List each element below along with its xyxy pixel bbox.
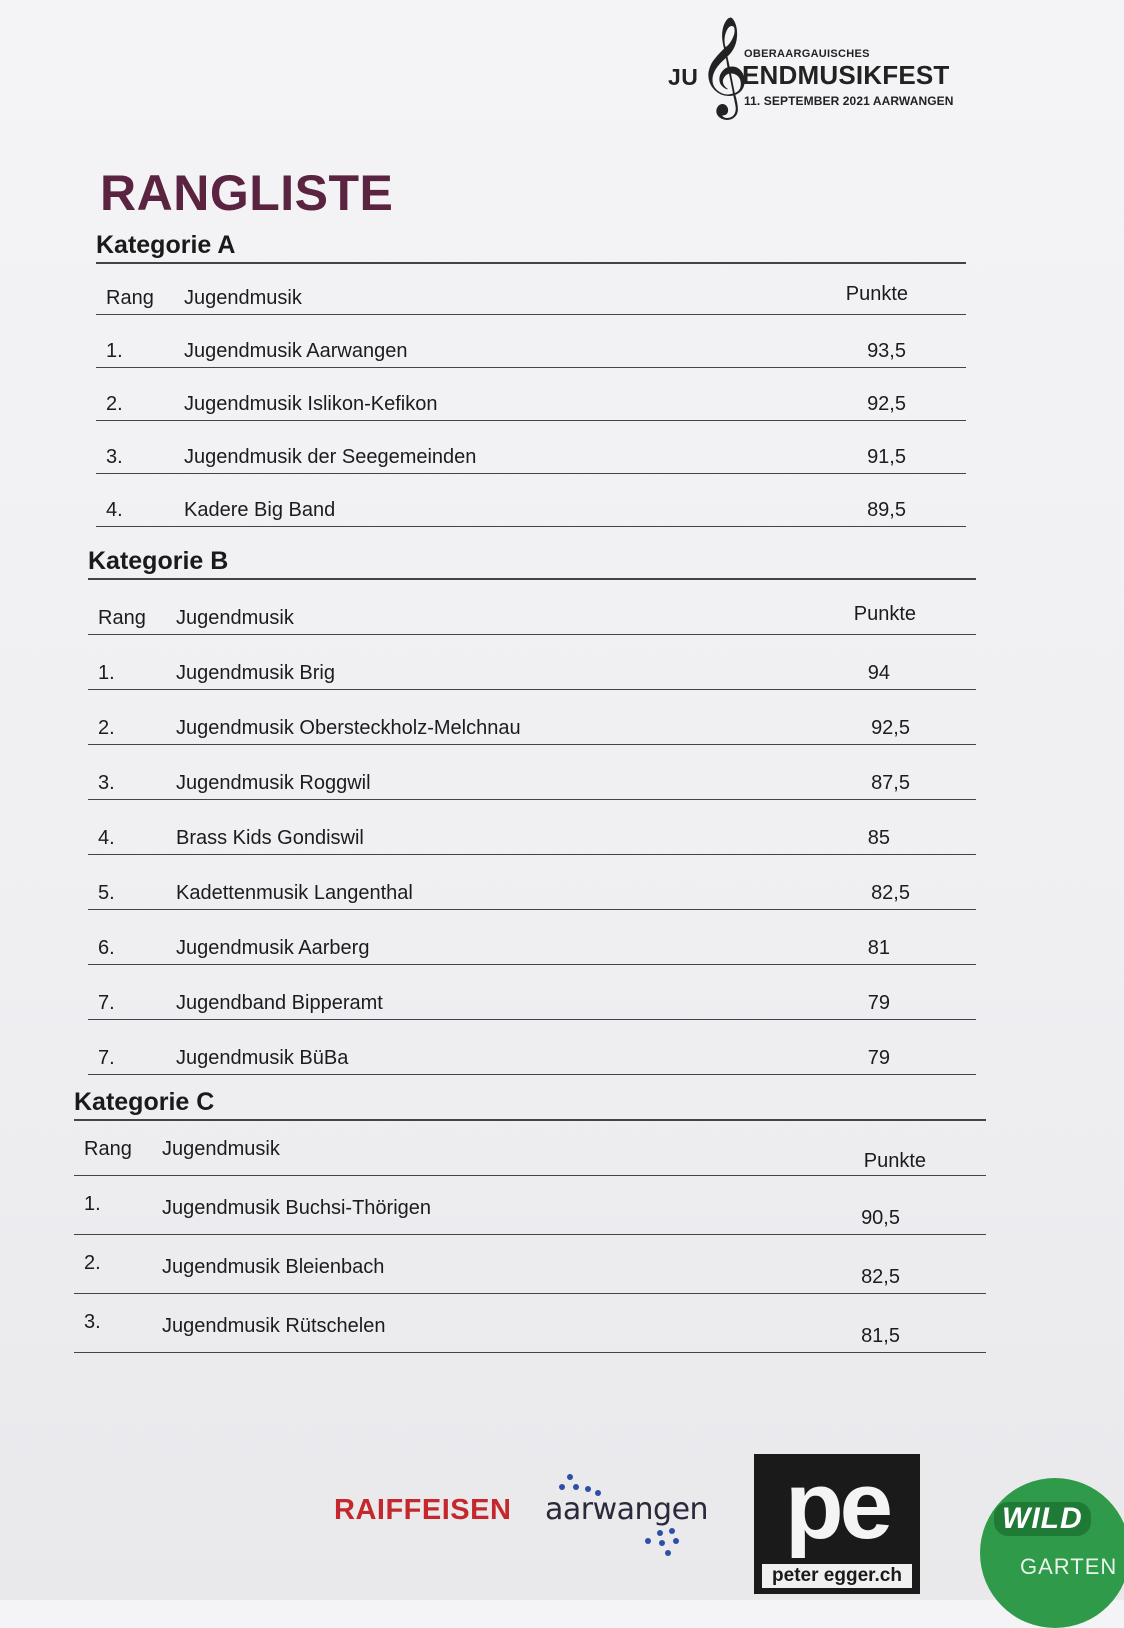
row-rang: 2.	[84, 1252, 101, 1274]
table-row	[74, 1176, 986, 1235]
row-rang: 7.	[98, 992, 115, 1014]
raiffeisen-logo: RAIFFEISEN	[334, 1494, 512, 1526]
row-points: 81,5	[861, 1325, 900, 1347]
row-points: 90,5	[861, 1207, 900, 1229]
header-name: Jugendmusik	[184, 287, 302, 309]
row-points: 92,5	[871, 717, 910, 739]
row-rang: 3.	[84, 1311, 101, 1333]
row-points: 85	[867, 827, 890, 849]
table-header	[88, 590, 976, 635]
table-row	[88, 745, 976, 800]
row-points: 87,5	[871, 772, 910, 794]
row-name: Jugendmusik Rütschelen	[162, 1315, 386, 1337]
table-row	[96, 315, 966, 368]
page-title: RANGLISTE	[100, 165, 394, 221]
category-divider	[88, 578, 976, 580]
category-b	[88, 544, 976, 1075]
header-rang: Rang	[84, 1138, 132, 1160]
header-rang: Rang	[98, 607, 146, 629]
category-a	[96, 228, 966, 527]
row-rang: 3.	[98, 772, 115, 794]
table-header	[96, 274, 966, 315]
category-divider	[96, 262, 966, 264]
table-row	[88, 1020, 976, 1075]
row-rang: 3.	[106, 446, 123, 468]
row-name: Kadere Big Band	[184, 499, 336, 521]
peter-egger-logo	[754, 1454, 920, 1594]
logo-prefix: JU	[668, 64, 699, 90]
table-row	[88, 800, 976, 855]
header-points: Punkte	[863, 1150, 926, 1172]
row-name: Brass Kids Gondiswil	[176, 827, 364, 849]
row-rang: 4.	[98, 827, 115, 849]
row-name: Jugendmusik BüBa	[176, 1047, 349, 1069]
festival-logo	[668, 14, 968, 118]
table-row	[96, 368, 966, 421]
header-points: Punkte	[845, 283, 908, 305]
table-row	[88, 910, 976, 965]
row-rang: 4.	[106, 499, 123, 521]
aarwangen-logo	[545, 1474, 710, 1564]
row-points: 93,5	[867, 340, 906, 362]
row-rang: 1.	[106, 340, 123, 362]
row-name: Jugendmusik Buchsi-Thörigen	[162, 1197, 432, 1219]
row-rang: 1.	[98, 662, 115, 684]
pe-logo-text: pe	[784, 1452, 890, 1559]
row-rang: 5.	[98, 882, 115, 904]
row-name: Jugendmusik Islikon-Kefikon	[184, 393, 438, 415]
logo-date: 11. SEPTEMBER 2021 AARWANGEN	[744, 94, 954, 108]
row-name: Jugendmusik Brig	[176, 662, 335, 684]
category-title: Kategorie C	[74, 1088, 215, 1116]
row-name: Jugendband Bipperamt	[176, 992, 383, 1014]
table-row	[96, 474, 966, 527]
row-name: Jugendmusik Aarberg	[176, 937, 370, 959]
row-rang: 7.	[98, 1047, 115, 1069]
table-row	[74, 1235, 986, 1294]
row-points: 82,5	[871, 882, 910, 904]
row-name: Jugendmusik Obersteckholz-Melchnau	[176, 717, 521, 739]
row-rang: 6.	[98, 937, 115, 959]
logo-subtitle: OBERAARGAUISCHES	[744, 48, 870, 60]
wild-garten-logo	[980, 1478, 1124, 1600]
aarwangen-text: aarwangen	[545, 1492, 709, 1527]
row-points: 91,5	[867, 446, 906, 468]
table-header	[74, 1131, 986, 1176]
header-points: Punkte	[853, 603, 916, 625]
category-c	[74, 1085, 986, 1353]
row-name: Kadettenmusik Langenthal	[176, 882, 413, 904]
row-rang: 1.	[84, 1193, 101, 1215]
row-points: 89,5	[867, 499, 906, 521]
table-row	[88, 965, 976, 1020]
table-row	[88, 635, 976, 690]
pe-url: peter egger.ch	[772, 1565, 902, 1586]
treble-clef-icon: 𝄞	[698, 16, 749, 116]
category-divider	[74, 1119, 986, 1121]
row-points: 94	[867, 662, 890, 684]
header-name: Jugendmusik	[162, 1138, 280, 1160]
row-points: 92,5	[867, 393, 906, 415]
row-name: Jugendmusik Roggwil	[176, 772, 371, 794]
row-name: Jugendmusik Bleienbach	[162, 1256, 385, 1278]
row-points: 79	[867, 992, 890, 1014]
table-row	[88, 855, 976, 910]
row-points: 81	[867, 937, 890, 959]
row-rang: 2.	[98, 717, 115, 739]
header-rang: Rang	[106, 287, 154, 309]
table-row	[96, 421, 966, 474]
table-row	[74, 1294, 986, 1353]
logo-main-text: ENDMUSIKFEST	[742, 60, 950, 90]
row-rang: 2.	[106, 393, 123, 415]
table-row	[88, 690, 976, 745]
row-points: 79	[867, 1047, 890, 1069]
category-title: Kategorie B	[88, 547, 229, 575]
row-points: 82,5	[861, 1266, 900, 1288]
garten-text: GARTEN	[1020, 1554, 1118, 1579]
header-name: Jugendmusik	[176, 607, 294, 629]
row-name: Jugendmusik der Seegemeinden	[184, 446, 477, 468]
row-name: Jugendmusik Aarwangen	[184, 340, 408, 362]
category-title: Kategorie A	[96, 231, 236, 259]
wild-text: WILD	[994, 1502, 1091, 1536]
